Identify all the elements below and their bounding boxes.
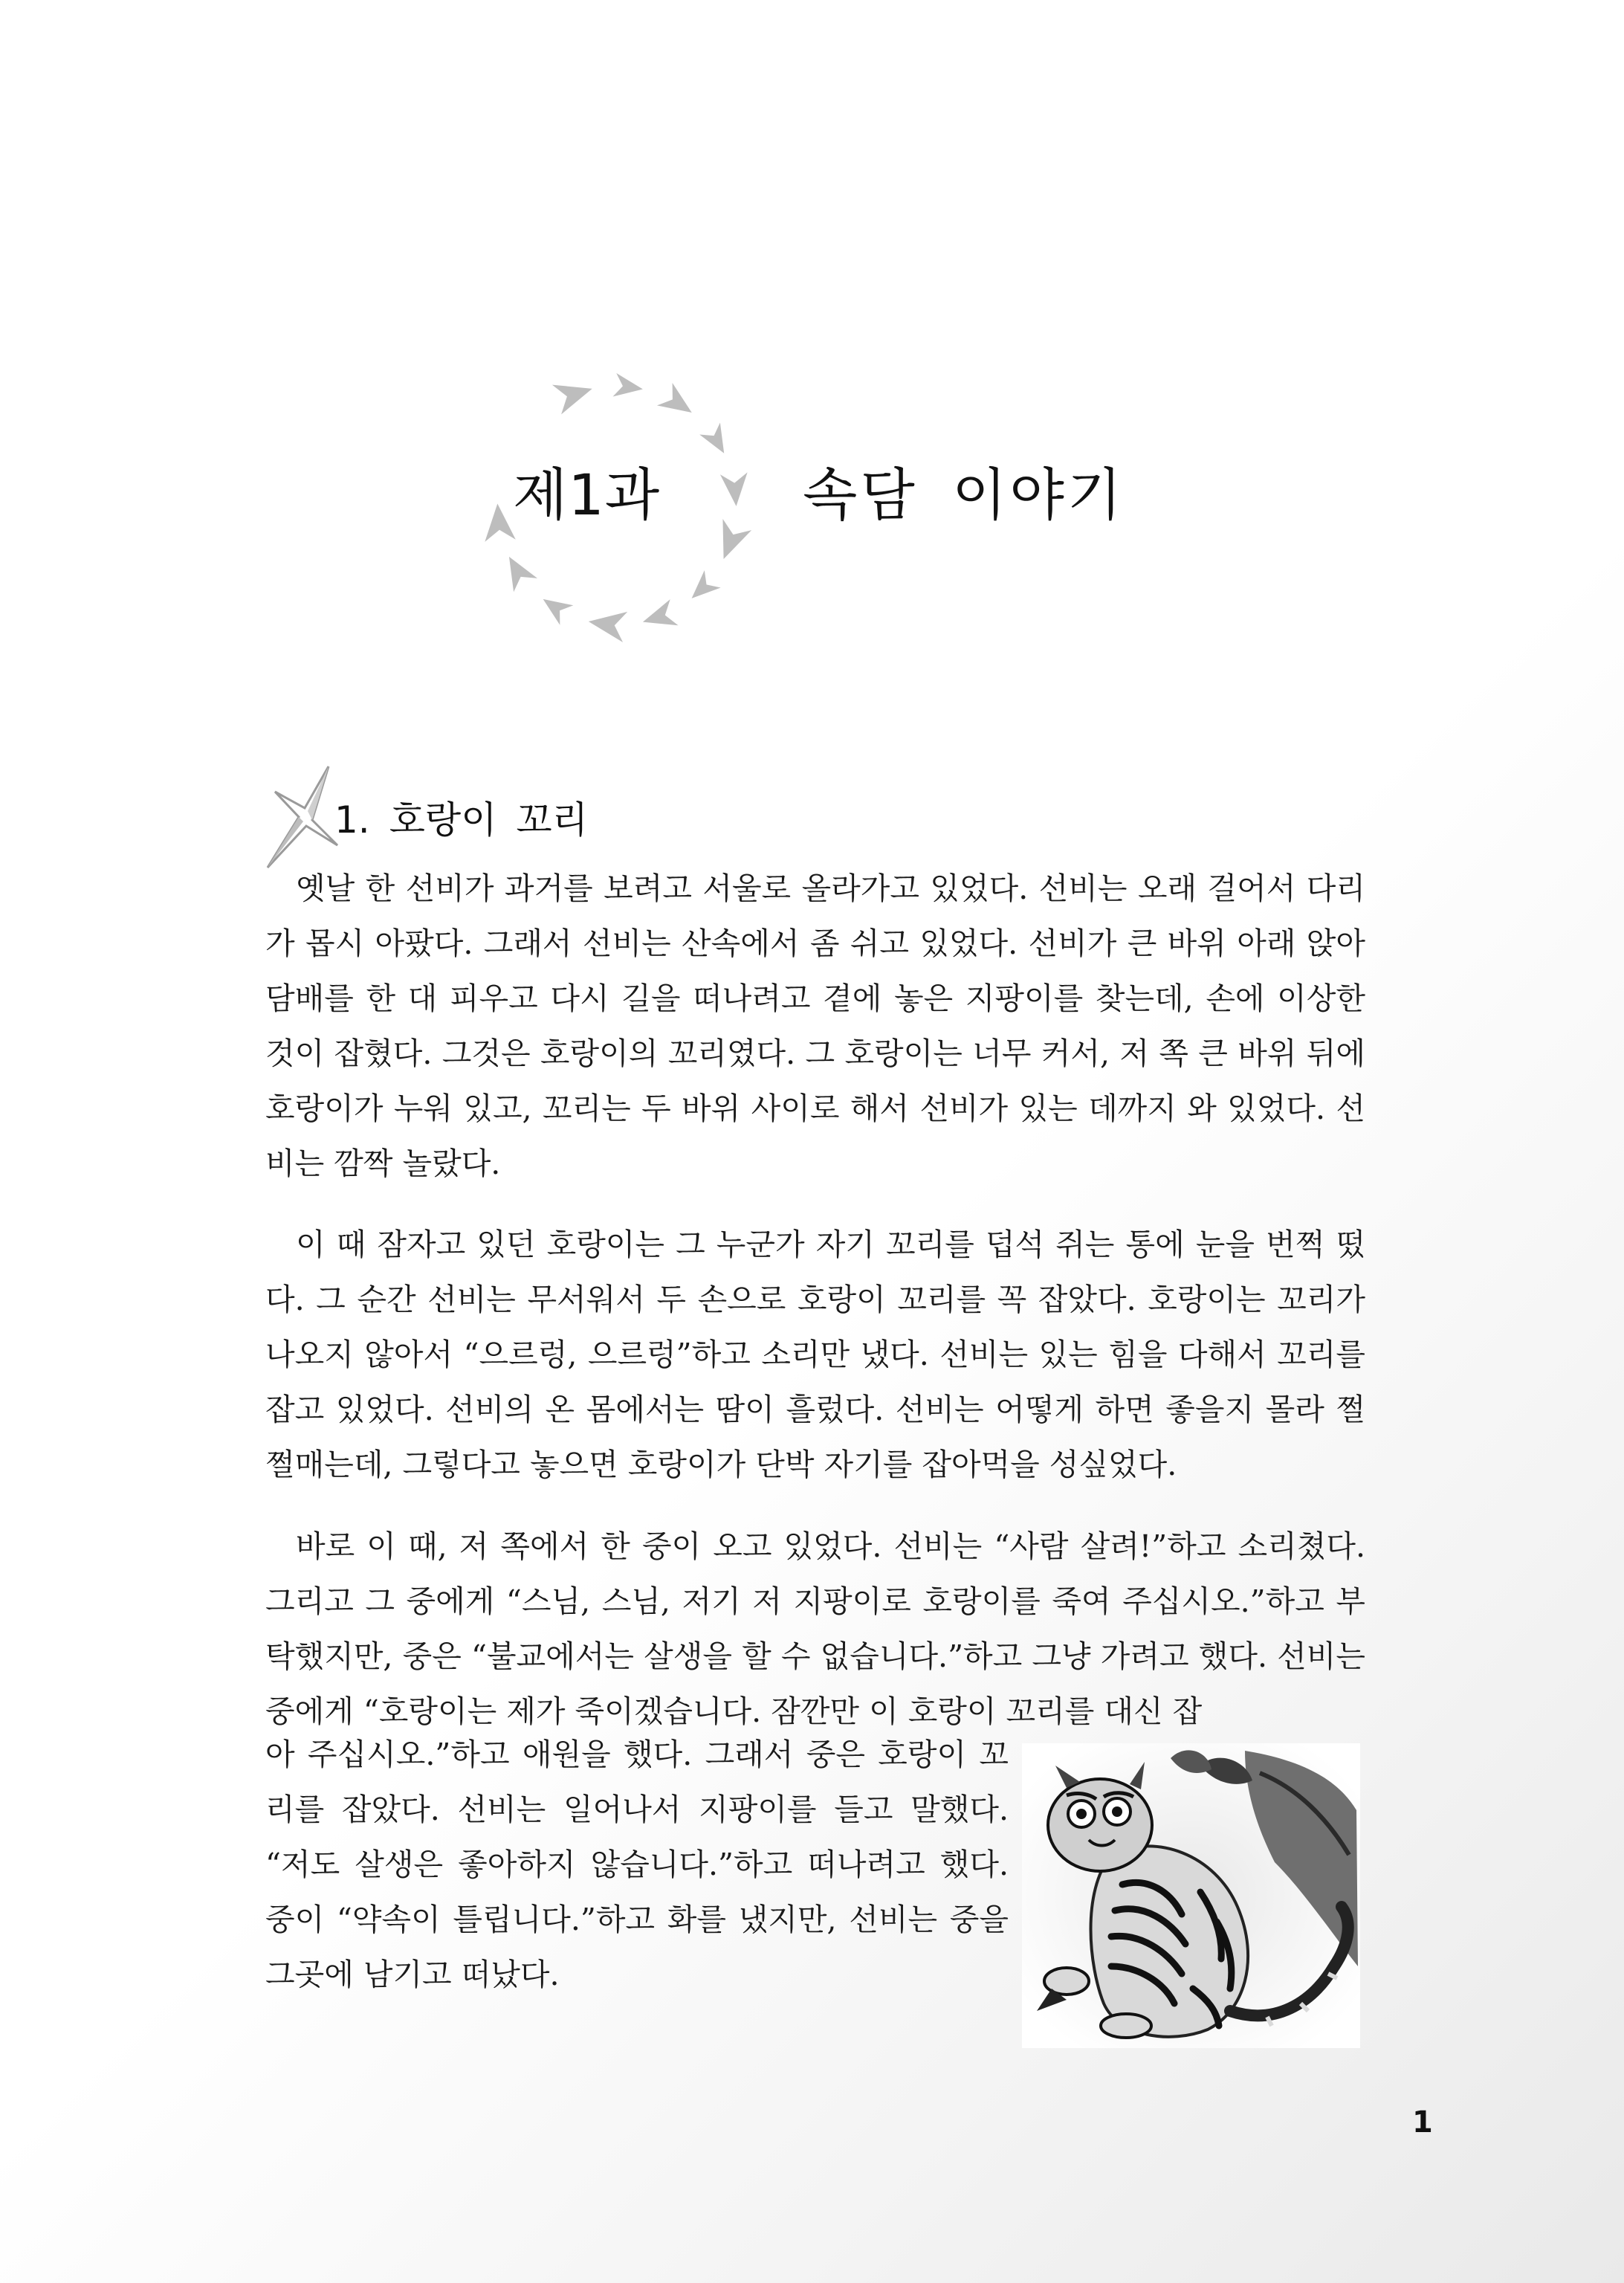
chevron-mark bbox=[586, 606, 628, 642]
chevron-mark bbox=[552, 374, 597, 414]
chevron-mark bbox=[699, 422, 734, 459]
chevron-mark bbox=[613, 373, 645, 401]
chevron-mark bbox=[537, 590, 574, 625]
chevron-mark bbox=[497, 550, 537, 592]
chevron-mark bbox=[638, 599, 678, 635]
paragraph-2: 이 때 잠자고 있던 호랑이는 그 누군가 자기 꼬리를 덥석 쥐는 통에 눈을 번쩍 떴다. 그 순간 선비는 무서워서 두 손으로 호랑이 꼬리를 꼭 잡았다. 호랑이는 꼬리가 나오지 않아서 “으르렁, 으르렁”하고 소리만 냈다. 선비는 있는 힘을 다해서 꼬리를 잡고 있었다. 선비의 온 몸에서는 땀이 흘렀다. 선비는 어떻게 하면 좋을지 몰라 쩔쩔매는데, 그렇다고 놓으면 호랑이가 단박 자기를 잡아먹을 성싶었다. bbox=[265, 1227, 1365, 1482]
lesson-title: 속담 이야기 bbox=[803, 462, 1125, 528]
paragraph-1: 옛날 한 선비가 과거를 보려고 서울로 올라가고 있었다. 선비는 오래 걸어서 다리가 몹시 아팠다. 그래서 선비는 산속에서 좀 쉬고 있었다. 선비가 큰 바위 아래 앉아 담배를 한 대 피우고 다시 길을 떠나려고 곁에 놓은 지팡이를 찾는데, 손에 이상한 것이 잡혔다. 그것은 호랑이의 꼬리였다. 그 호랑이는 너무 커서, 저 쪽 큰 바위 뒤에 호랑이가 누워 있고, 꼬리는 두 바위 사이로 해서 선비가 있는 데까지 와 있었다. 선비는 깜짝 놀랐다. bbox=[265, 871, 1365, 1181]
lesson-number: 제1과 bbox=[513, 462, 661, 528]
star-sparkle-icon bbox=[260, 762, 342, 874]
chevron-mark bbox=[482, 503, 516, 542]
paragraph-3: 바로 이 때, 저 쪽에서 한 중이 오고 있었다. 선비는 “사람 살려!”하고 소리쳤다. 그리고 그 중에게 “스님, 스님, 저기 저 지팡이로 호랑이를 죽여 주십시오.”하고 부탁했지만, 중은 “불교에서는 살생을 할 수 없습니다.”하고 그냥 가려고 했다. 선비는 중에게 “호랑이는 제가 죽이겠습니다. 잠깐만 이 호랑이 꼬리를 대신 잡 bbox=[265, 1528, 1365, 1729]
section-heading: 1. 호랑이 꼬리 bbox=[334, 798, 588, 842]
chevron-mark bbox=[720, 472, 750, 507]
chevron-mark bbox=[657, 383, 699, 424]
paragraph-4: 아 주십시오.”하고 애원을 했다. 그래서 중은 호랑이 꼬리를 잡았다. 선비는 일어나서 지팡이를 들고 말했다. “저도 살생은 좋아하지 않습니다.”하고 떠나려고 했다. 중이 “약속이 틀립니다.”하고 화를 냈지만, 선비는 중을 그곳에 남기고 떠났다. bbox=[265, 1737, 1009, 1992]
tiger-illustration bbox=[1022, 1743, 1360, 2048]
page-number: 1 bbox=[1412, 2105, 1433, 2140]
chevron-mark bbox=[684, 570, 721, 607]
chevron-mark bbox=[709, 519, 751, 565]
